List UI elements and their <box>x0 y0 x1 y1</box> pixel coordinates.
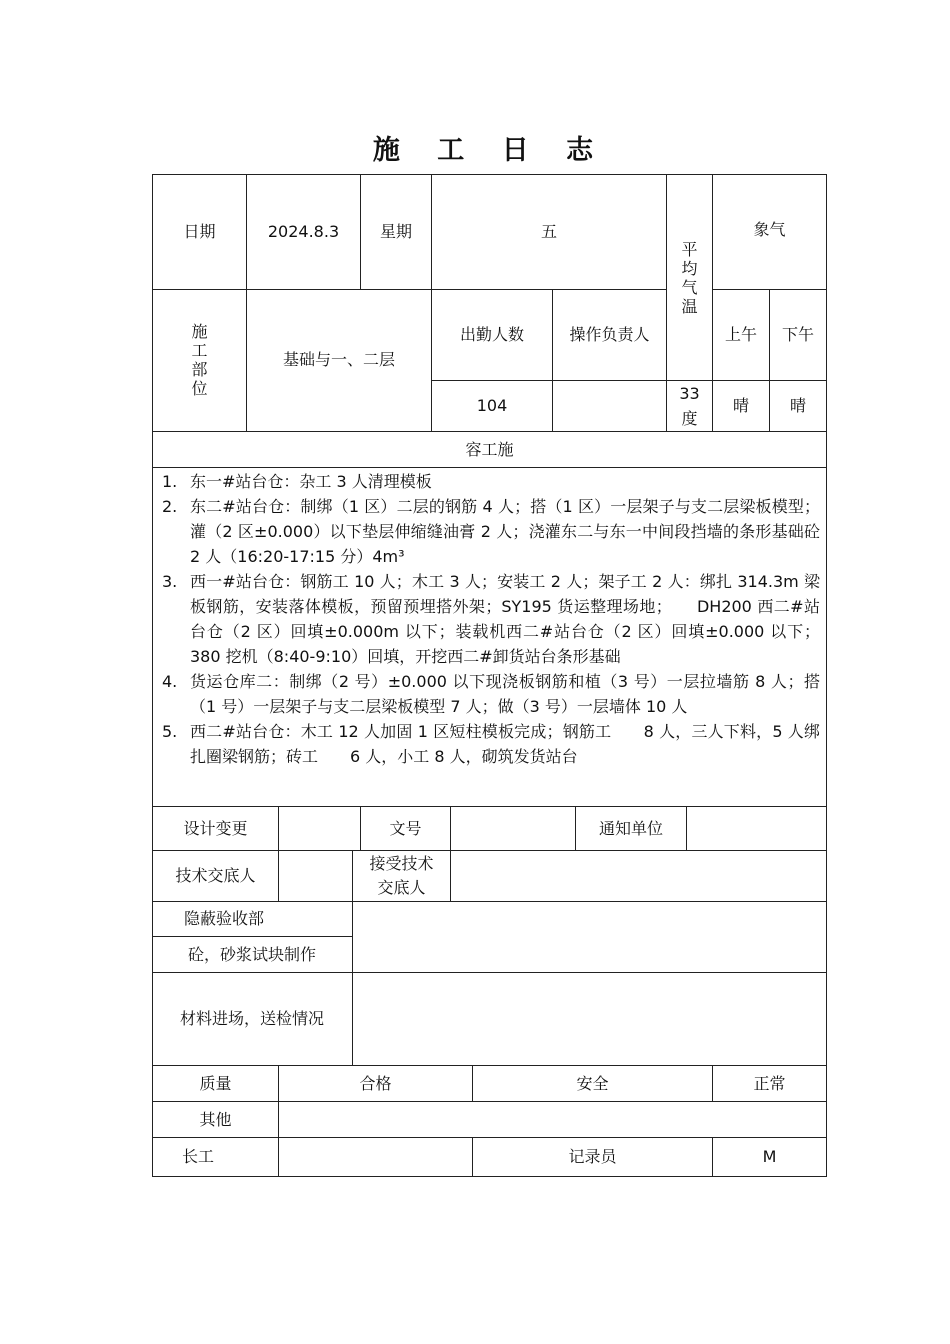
material-label: 材料进场，送检情况 <box>179 1009 324 1028</box>
tech-receive-label: 接受技术 交底人 <box>369 854 434 897</box>
location-label: 施 工 部 位 <box>191 322 208 398</box>
location-value: 基础与一、二层 <box>282 350 395 369</box>
notify-unit-label: 通知单位 <box>598 818 663 838</box>
doc-no-label: 文号 <box>389 818 422 838</box>
tech-brief-label: 技术交底人 <box>175 866 256 885</box>
design-change-label: 设计变更 <box>183 818 248 838</box>
avg-temp-label: 平 均 气 温 <box>681 239 698 316</box>
list-item: 1. 东一#站台仓：杂工 3 人清理模板 <box>162 472 432 491</box>
quality-value: 合格 <box>359 1073 392 1093</box>
attendance-label: 出勤人数 <box>459 325 524 344</box>
operator-value <box>552 380 667 431</box>
list-item: 5. 西二#站台仓：木工 12 人加固 1 区短柱模板完成；钢筋工 8 人，三人下料，5 人绑扎圈梁钢筋；砖工 6 人，小工 8 人，砌筑发货站台 <box>162 722 820 766</box>
content-heading: 容工施 <box>465 439 514 459</box>
temp-value: 33 度 <box>679 383 700 428</box>
pm-label: 下午 <box>781 325 814 344</box>
am-weather: 晴 <box>732 395 749 415</box>
date-value: 2024.8.3 <box>267 221 340 241</box>
work-content-list <box>160 469 820 769</box>
operator-label: 操作负责人 <box>569 325 650 344</box>
list-item: 3. 西一#站台仓：钢筋工 10 人；木工 3 人；安装工 2 人；架子工 2 人：绑扎 314.3m 梁板钢筋，安装落体模板，预留预埋搭外架；SY195 货运整理场地； DH200 西二#站台仓（2 区）回填±0.000m 以下；装载机西二#站台仓（2 区）回填±0.000 以下；380 挖机（8:40-9:10）回填，开挖西二#卸货站台条形基础 <box>162 572 820 666</box>
hidden-accept-label: 隐蔽验收部 <box>184 909 265 928</box>
safety-label: 安全 <box>576 1073 609 1093</box>
other-label: 其他 <box>199 1109 232 1129</box>
foreman-label: 长工 <box>181 1147 214 1166</box>
list-item: 4. 货运仓库二：制绑（2 号）±0.000 以下现浇板钢筋和植（3 号）一层拉墙筋 8 人；搭（1 号）一层架子与支二层梁板模型 7 人；做（3 号）一层墙体 10 人 <box>162 672 820 716</box>
concrete-test-label: 砼，砂浆试块制作 <box>187 944 316 964</box>
page-title: 施 工 日 志 <box>372 135 608 166</box>
quality-label: 质量 <box>199 1073 232 1093</box>
recorder-label: 记录员 <box>568 1147 617 1166</box>
safety-value: 正常 <box>753 1073 786 1093</box>
date-label: 日期 <box>183 221 216 241</box>
recorder-value: M <box>762 1147 777 1166</box>
attendance-value: 104 <box>476 395 508 415</box>
am-label: 上午 <box>724 325 757 344</box>
weather-label: 象气 <box>753 219 786 239</box>
list-item: 2. 东二#站台仓：制绑（1 区）二层的钢筋 4 人；搭（1 区）一层架子与支二层梁板模型；灌（2 区±0.000）以下垫层伸缩缝油膏 2 人；浇灌东二与东一中间段挡墙的条形基础砼 2 人（16:20-17:15 分）4m³ <box>162 497 820 566</box>
weekday-label: 星期 <box>379 221 412 241</box>
pm-weather: 晴 <box>789 395 806 415</box>
weekday-value: 五 <box>540 221 557 241</box>
